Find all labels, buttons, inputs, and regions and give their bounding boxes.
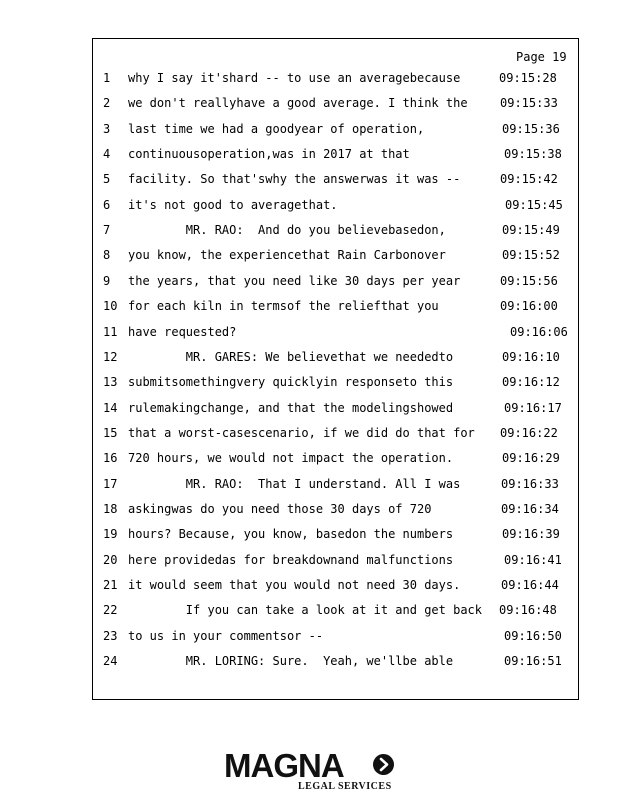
line-text: facility. So that'swhy the answerwas it was -- [128, 172, 461, 187]
timestamp: 09:15:52 [502, 248, 560, 263]
timestamp: 09:16:33 [501, 476, 559, 491]
transcript-line [0, 476, 618, 492]
transcript-line [0, 70, 618, 86]
line-number: 19 [103, 527, 118, 542]
line-number: 13 [103, 375, 118, 390]
line-text: that a worst-casescenario, if we did do that for [128, 425, 475, 440]
timestamp: 09:16:48 [499, 603, 557, 618]
arrow-circle-icon [372, 753, 395, 776]
transcript-line [0, 247, 618, 263]
logo-wordmark: MAGNA [224, 747, 344, 784]
line-text: it would seem that you would not need 30 days. [128, 578, 461, 592]
line-text: the years, that you need like 30 days per year [128, 273, 461, 288]
line-number: 4 [103, 147, 111, 162]
line-number: 22 [103, 603, 118, 618]
line-number: 16 [103, 451, 118, 466]
line-text: have requested? [128, 324, 237, 339]
timestamp: 09:16:10 [502, 349, 560, 364]
timestamp: 09:16:12 [502, 375, 560, 390]
timestamp: 09:16:00 [500, 299, 558, 314]
timestamp: 09:16:50 [504, 628, 562, 643]
line-number: 15 [103, 425, 118, 440]
timestamp: 09:16:41 [504, 552, 562, 567]
transcript-line [0, 222, 618, 238]
timestamp: 09:15:28 [499, 71, 557, 85]
transcript-line [0, 197, 618, 213]
line-text: for each kiln in termsof the reliefthat you [128, 299, 439, 314]
line-number: 21 [103, 578, 118, 592]
timestamp: 09:15:45 [505, 197, 563, 212]
timestamp: 09:15:38 [504, 147, 562, 162]
line-number: 14 [103, 400, 118, 415]
line-text: continuousoperation,was in 2017 at that [128, 147, 410, 162]
line-number: 17 [103, 476, 118, 491]
transcript-line [0, 653, 618, 669]
timestamp: 09:16:39 [502, 527, 560, 542]
line-text: last time we had a goodyear of operation, [128, 121, 425, 136]
transcript-line [0, 628, 618, 644]
transcript-line [0, 374, 618, 390]
line-number: 1 [103, 71, 111, 85]
timestamp: 09:16:44 [501, 578, 559, 592]
line-number: 18 [103, 501, 118, 516]
transcript-line [0, 273, 618, 289]
transcript-line [0, 298, 618, 314]
transcript-line [0, 552, 618, 568]
line-number: 6 [103, 197, 111, 212]
line-text: we don't reallyhave a good average. I think the [128, 96, 468, 111]
line-number: 2 [103, 96, 111, 111]
transcript-line [0, 121, 618, 137]
timestamp: 09:16:22 [500, 425, 558, 440]
transcript-line [0, 577, 618, 593]
transcript-line [0, 400, 618, 416]
timestamp: 09:15:56 [500, 273, 558, 288]
line-number: 23 [103, 628, 118, 643]
line-text: rulemakingchange, and that the modelingshowed [128, 400, 454, 415]
line-number: 11 [103, 324, 118, 339]
timestamp: 09:15:33 [500, 96, 558, 111]
line-text: MR. LORING: Sure. Yeah, we'llbe able [128, 654, 454, 669]
line-text: it's not good to averagethat. [128, 197, 338, 212]
timestamp: 09:15:42 [500, 172, 558, 187]
line-number: 12 [103, 349, 118, 364]
transcript-line [0, 324, 618, 340]
timestamp: 09:16:06 [510, 324, 568, 339]
line-number: 7 [103, 223, 111, 238]
transcript-line [0, 450, 618, 466]
transcript-line [0, 526, 618, 542]
line-text: hours? Because, you know, basedon the numbers [128, 527, 454, 542]
line-number: 8 [103, 248, 111, 263]
line-text: to us in your commentsor -- [128, 628, 324, 643]
line-text: here providedas for breakdownand malfunctions [128, 552, 454, 567]
transcript-line [0, 349, 618, 365]
line-number: 9 [103, 273, 111, 288]
line-number: 10 [103, 299, 118, 314]
transcript-line [0, 602, 618, 618]
magna-logo [224, 748, 396, 792]
page-number: Page 19 [516, 50, 567, 64]
line-number: 20 [103, 552, 118, 567]
transcript-line [0, 146, 618, 162]
line-text: MR. RAO: And do you believebasedon, [128, 223, 446, 238]
transcript-page [92, 38, 579, 700]
line-number: 5 [103, 172, 111, 187]
logo-subtitle: LEGAL SERVICES [298, 781, 392, 792]
timestamp: 09:16:34 [501, 501, 559, 516]
line-number: 24 [103, 654, 118, 669]
transcript-line [0, 95, 618, 111]
line-text: MR. RAO: That I understand. All I was [128, 476, 461, 491]
line-text: you know, the experiencethat Rain Carbonover [128, 248, 446, 263]
timestamp: 09:16:17 [504, 400, 562, 415]
transcript-line [0, 425, 618, 441]
line-text: askingwas do you need those 30 days of 720 [128, 501, 432, 516]
timestamp: 09:15:49 [502, 223, 560, 238]
timestamp: 09:16:51 [504, 654, 562, 669]
line-text: 720 hours, we would not impact the operation. [128, 451, 454, 466]
line-number: 3 [103, 121, 111, 136]
line-text: If you can take a look at it and get back [128, 603, 483, 618]
transcript-line [0, 171, 618, 187]
line-text: why I say it'shard -- to use an averagebecause [128, 71, 461, 85]
transcript-line [0, 501, 618, 517]
line-text: submitsomethingvery quicklyin responseto this [128, 375, 454, 390]
timestamp: 09:15:36 [502, 121, 560, 136]
line-text: MR. GARES: We believethat we neededto [128, 349, 454, 364]
timestamp: 09:16:29 [502, 451, 560, 466]
